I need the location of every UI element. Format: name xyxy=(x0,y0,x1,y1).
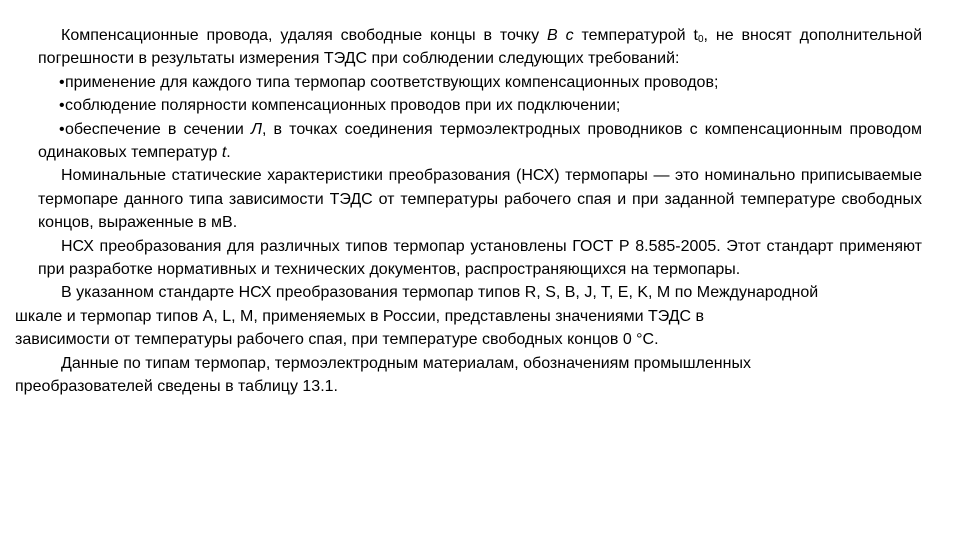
bullet-text: . xyxy=(226,144,231,162)
subscript: 0 xyxy=(697,34,704,45)
italic-text: Л xyxy=(250,120,262,138)
italic-text: t xyxy=(221,144,227,162)
paragraph-thermocouple-types xyxy=(15,281,922,351)
text-run: , не вносят дополнительной погрешности в результаты измерения ТЭДС при соблюдении следующих требований: xyxy=(38,27,923,68)
text-line: преобразователей сведены в таблицу 13.1. xyxy=(15,378,338,396)
bullet-text: , в точках соединения термоэлектродных проводников с компенсационным проводом одинаковых температур xyxy=(38,120,923,162)
text-line: В указанном стандарте НСХ преобразования термопар типов R, S, B, J, T, E, K, M по Международной xyxy=(61,284,819,302)
text-line: Данные по типам термопар, термоэлектродным материалам, обозначениям промышленных xyxy=(61,354,751,372)
text-line: шкале и термопар типов А, L, М, применяемых в России, представлены значениями ТЭДС в xyxy=(15,307,705,325)
paragraph-table-reference xyxy=(15,352,922,399)
bullet-item-2 xyxy=(38,94,922,117)
bullet-text: применение для каждого типа термопар соответствующих компенсационных проводов; xyxy=(65,73,719,91)
bullet-text: соблюдение полярности компенсационных проводов при их подключении; xyxy=(65,97,621,115)
bullet-icon: • xyxy=(59,97,65,115)
text-run: температурой t xyxy=(573,27,698,44)
text-line: зависимости от температуры рабочего спая, при температуре свободных концов 0 °С. xyxy=(15,331,659,349)
paragraph-compensation-wires xyxy=(38,24,922,71)
bullet-icon: • xyxy=(59,73,65,91)
bullet-item-1 xyxy=(38,71,922,94)
text-run: Компенсационные провода, удаляя свободные концы в точку xyxy=(61,27,548,44)
bullet-icon: • xyxy=(59,120,65,138)
italic-text: В с xyxy=(547,27,574,44)
bullet-item-3 xyxy=(38,118,922,165)
paragraph-gost-standard: НСХ преобразования для различных типов термопар установлены ГОСТ Р 8.585-2005. Этот стандарт применяют при разработке нормативных и технических документов, распространяющихся на термопары. xyxy=(38,237,922,279)
bullet-text: обеспечение в сечении xyxy=(65,120,251,138)
paragraph-nsx-definition: Номинальные статические характеристики преобразования (НСХ) термопары — это номинально приписываемые термопаре данного типа зависимости ТЭДС от температуры рабочего спая и при заданной температуре свободных концов, выраженные в мВ. xyxy=(38,167,922,232)
